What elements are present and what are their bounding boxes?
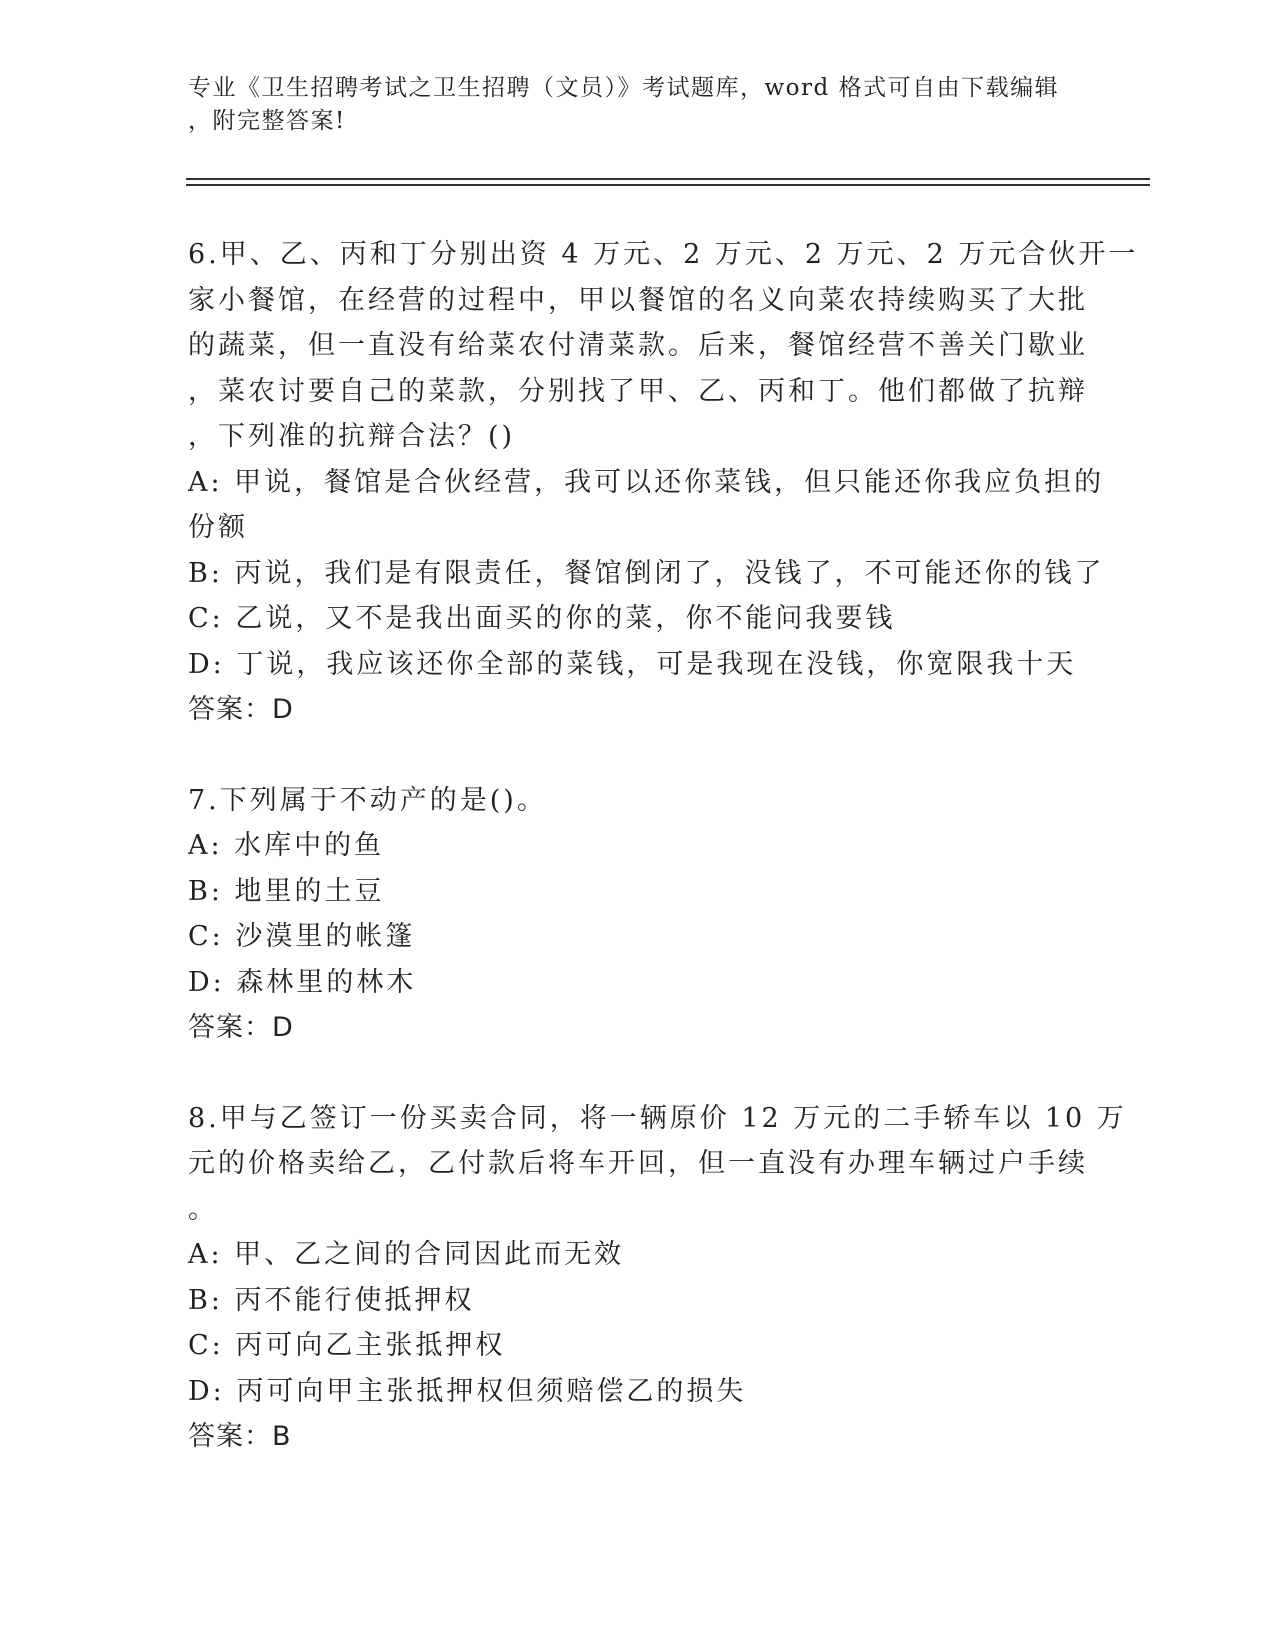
question-list [188,232,1139,1460]
option-d: D: 丁说，我应该还你全部的菜钱，可是我现在没钱，你宽限我十天 [188,648,1077,680]
answer-line: 答案：D [188,1012,294,1043]
question-text: 7.下列属于不动产的是()。 [188,784,547,816]
header-line: ，附完整答案! [188,108,346,134]
question-text: 6.甲、乙、丙和丁分别出资 4 万元、2 万元、2 万元、2 万元合伙开一 [188,239,1139,270]
question-block [188,232,1139,733]
option-a-continued: 份额 [188,512,248,543]
question-text: 。 [188,1193,218,1225]
option-d: D: 丙可向甲主张抵押权但须赔偿乙的损失 [188,1375,747,1407]
question-text: 家小餐馆，在经营的过程中，甲以餐馆的名义向菜农持续购买了大批 [188,284,1088,316]
spacer [188,1051,1088,1096]
header-line: 专业《卫生招聘考试之卫生招聘（文员）》考试题库，word 格式可自由下载编辑 [188,75,1060,101]
document-header [188,72,1088,138]
question-text: 元的价格卖给乙，乙付款后将车开回，但一直没有办理车辆过户手续 [188,1148,1088,1179]
question-text: ，下列准的抗辩合法？() [188,421,516,452]
option-c: C: 沙漠里的帐篷 [188,921,416,952]
question-text: 8.甲与乙签订一份买卖合同，将一辆原价 12 万元的二手轿车以 10 万 [188,1102,1127,1134]
option-a: A: 甲说，餐馆是合伙经营，我可以还你菜钱，但只能还你我应负担的 [188,466,1105,498]
header-divider [186,184,1150,186]
option-b: B: 丙说，我们是有限责任，餐馆倒闭了，没钱了，不可能还你的钱了 [188,557,1105,589]
option-a: A: 甲、乙之间的合同因此而无效 [188,1239,625,1270]
option-d: D: 森林里的林木 [188,966,417,998]
option-b: B: 地里的土豆 [188,875,385,907]
question-text: ，菜农讨要自己的菜款，分别找了甲、乙、丙和丁。他们都做了抗辩 [188,375,1088,407]
question-block [188,778,1088,1051]
spacer [188,733,1088,778]
option-c: C: 乙说，又不是我出面买的你的菜，你不能问我要钱 [188,603,896,634]
answer-line: 答案：B [188,1421,292,1452]
answer-line: 答案：D [188,694,294,725]
option-a: A: 水库中的鱼 [188,830,385,861]
question-text: 的蔬菜，但一直没有给菜农付清菜款。后来，餐馆经营不善关门歇业 [188,330,1088,361]
option-b: B: 丙不能行使抵押权 [188,1284,475,1316]
header-divider [186,178,1150,180]
question-block [188,1096,1127,1460]
option-c: C: 丙可向乙主张抵押权 [188,1330,506,1361]
